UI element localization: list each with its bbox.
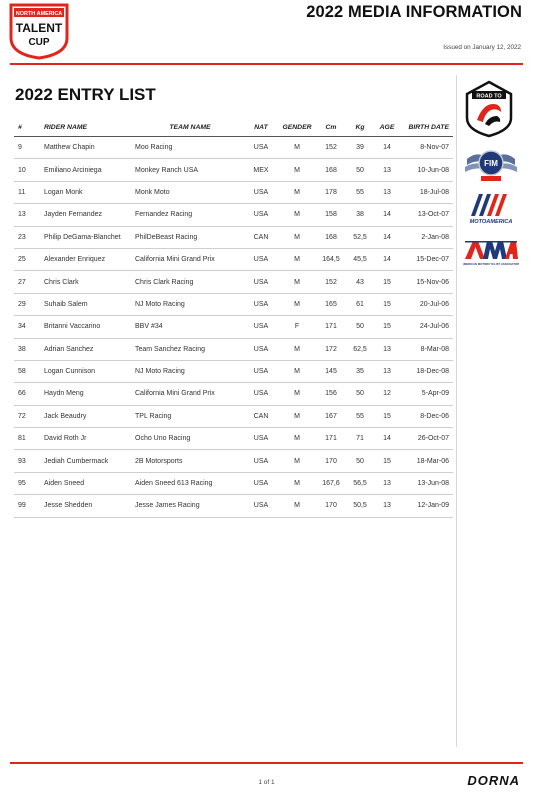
cell-rider-name: Logan Cunnison [44, 360, 135, 382]
table-row [14, 226, 453, 248]
table-row [14, 405, 453, 427]
cell-age: 14 [375, 248, 399, 270]
cell-height-cm: 167 [317, 405, 345, 427]
cell-rider-number: 58 [14, 360, 44, 382]
cell-weight-kg: 56,5 [345, 472, 375, 494]
cell-height-cm: 164,5 [317, 248, 345, 270]
cell-team-name: BBV #34 [135, 316, 245, 338]
entry-list-table [14, 118, 453, 518]
cell-rider-name: Chris Clark [44, 271, 135, 293]
cell-gender: M [277, 137, 317, 159]
col-header-number: # [14, 118, 44, 137]
footer-divider [10, 762, 523, 764]
talent-cup-logo [8, 2, 70, 60]
cell-rider-name: Aiden Sneed [44, 472, 135, 494]
col-header-age: AGE [375, 118, 399, 137]
cell-team-name: Monk Moto [135, 181, 245, 203]
cell-rider-name: Matthew Chapin [44, 137, 135, 159]
cell-team-name: Ocho Uno Racing [135, 428, 245, 450]
table-row [14, 137, 453, 159]
cell-birth-date: 2-Jan-08 [399, 226, 453, 248]
cell-birth-date: 13-Oct-07 [399, 204, 453, 226]
cell-birth-date: 15-Dec-07 [399, 248, 453, 270]
col-header-gender: GENDER [277, 118, 317, 137]
cell-rider-name: Adrian Sanchez [44, 338, 135, 360]
motoamerica-logo [463, 192, 519, 231]
cell-birth-date: 26-Oct-07 [399, 428, 453, 450]
cell-weight-kg: 43 [345, 271, 375, 293]
cell-team-name: California Mini Grand Prix [135, 383, 245, 405]
cell-gender: F [277, 316, 317, 338]
cell-rider-number: 11 [14, 181, 44, 203]
cell-rider-name: Emiliano Arciniega [44, 159, 135, 181]
cell-gender: M [277, 248, 317, 270]
cell-team-name: California Mini Grand Prix [135, 248, 245, 270]
cell-rider-number: 34 [14, 316, 44, 338]
table-row [14, 428, 453, 450]
cell-team-name: Monkey Ranch USA [135, 159, 245, 181]
cell-birth-date: 12-Jan-09 [399, 495, 453, 517]
cell-weight-kg: 35 [345, 360, 375, 382]
cell-gender: M [277, 271, 317, 293]
cell-height-cm: 165 [317, 293, 345, 315]
cell-rider-number: 72 [14, 405, 44, 427]
sidebar-divider [456, 75, 457, 747]
cell-weight-kg: 71 [345, 428, 375, 450]
cell-rider-number: 99 [14, 495, 44, 517]
table-row [14, 181, 453, 203]
table-row [14, 383, 453, 405]
cell-birth-date: 20-Jul-06 [399, 293, 453, 315]
cell-age: 15 [375, 450, 399, 472]
cell-rider-name: Britanni Vaccarino [44, 316, 135, 338]
cell-rider-number: 25 [14, 248, 44, 270]
cell-height-cm: 170 [317, 495, 345, 517]
cell-nationality: USA [245, 495, 277, 517]
cell-age: 15 [375, 271, 399, 293]
cell-height-cm: 168 [317, 159, 345, 181]
svg-text:NORTH AMERICA: NORTH AMERICA [15, 11, 63, 17]
cell-team-name: PhilDeBeast Racing [135, 226, 245, 248]
cell-age: 15 [375, 316, 399, 338]
cell-height-cm: 152 [317, 271, 345, 293]
table-row [14, 450, 453, 472]
cell-height-cm: 156 [317, 383, 345, 405]
cell-gender: M [277, 428, 317, 450]
svg-text:CUP: CUP [28, 37, 50, 48]
cell-height-cm: 145 [317, 360, 345, 382]
cell-weight-kg: 61 [345, 293, 375, 315]
cell-weight-kg: 39 [345, 137, 375, 159]
cell-nationality: USA [245, 137, 277, 159]
cell-birth-date: 18-Mar-06 [399, 450, 453, 472]
table-row [14, 204, 453, 226]
cell-nationality: USA [245, 204, 277, 226]
cell-rider-number: 66 [14, 383, 44, 405]
col-header-nat: NAT [245, 118, 277, 137]
cell-team-name: Chris Clark Racing [135, 271, 245, 293]
cell-birth-date: 8-Mar-08 [399, 338, 453, 360]
cell-rider-name: Jesse Shedden [44, 495, 135, 517]
table-row [14, 271, 453, 293]
cell-age: 13 [375, 159, 399, 181]
cell-nationality: USA [245, 383, 277, 405]
cell-birth-date: 13-Jun-08 [399, 472, 453, 494]
entry-list-title: 2022 ENTRY LIST [15, 85, 156, 104]
cell-gender: M [277, 293, 317, 315]
cell-nationality: USA [245, 360, 277, 382]
cell-gender: M [277, 360, 317, 382]
table-row [14, 248, 453, 270]
dorna-logo: DORNA [467, 773, 520, 788]
cell-team-name: NJ Moto Racing [135, 360, 245, 382]
cell-rider-name: Logan Monk [44, 181, 135, 203]
cell-age: 13 [375, 472, 399, 494]
cell-gender: M [277, 181, 317, 203]
ama-logo [463, 237, 519, 272]
cell-nationality: USA [245, 293, 277, 315]
cell-age: 14 [375, 428, 399, 450]
table-row [14, 293, 453, 315]
cell-height-cm: 168 [317, 226, 345, 248]
cell-height-cm: 152 [317, 137, 345, 159]
cell-weight-kg: 38 [345, 204, 375, 226]
cell-height-cm: 172 [317, 338, 345, 360]
table-header-row [14, 118, 453, 137]
cell-nationality: USA [245, 428, 277, 450]
cell-nationality: MEX [245, 159, 277, 181]
table-row [14, 338, 453, 360]
cell-height-cm: 171 [317, 428, 345, 450]
cell-birth-date: 8-Nov-07 [399, 137, 453, 159]
cell-height-cm: 158 [317, 204, 345, 226]
cell-team-name: TPL Racing [135, 405, 245, 427]
cell-team-name: Jesse James Racing [135, 495, 245, 517]
table-row [14, 360, 453, 382]
page-number: 1 of 1 [258, 779, 275, 786]
cell-gender: M [277, 495, 317, 517]
cell-rider-name: Philip DeGama-Blanchet [44, 226, 135, 248]
road-to-motogp-logo [463, 80, 515, 143]
cell-age: 13 [375, 338, 399, 360]
cell-weight-kg: 50 [345, 383, 375, 405]
cell-gender: M [277, 338, 317, 360]
cell-birth-date: 15-Nov-06 [399, 271, 453, 293]
svg-text:FIM: FIM [484, 159, 498, 168]
table-row [14, 316, 453, 338]
cell-gender: M [277, 472, 317, 494]
cell-gender: M [277, 204, 317, 226]
cell-age: 14 [375, 204, 399, 226]
svg-text:ROAD TO: ROAD TO [476, 93, 502, 100]
col-header-team-name: TEAM NAME [135, 118, 245, 137]
cell-rider-name: Jediah Cumbermack [44, 450, 135, 472]
cell-team-name: 2B Motorsports [135, 450, 245, 472]
cell-rider-number: 93 [14, 450, 44, 472]
cell-nationality: USA [245, 271, 277, 293]
cell-weight-kg: 50,5 [345, 495, 375, 517]
cell-team-name: Fernandez Racing [135, 204, 245, 226]
svg-text:AMERICAN MOTORCYCLIST ASSOCIAT: AMERICAN MOTORCYCLIST ASSOCIATION [463, 262, 519, 266]
cell-nationality: USA [245, 248, 277, 270]
cell-age: 13 [375, 181, 399, 203]
cell-rider-number: 81 [14, 428, 44, 450]
svg-text:TALENT: TALENT [15, 21, 63, 35]
cell-gender: M [277, 226, 317, 248]
cell-birth-date: 5-Apr-09 [399, 383, 453, 405]
cell-rider-name: Jack Beaudry [44, 405, 135, 427]
cell-age: 15 [375, 405, 399, 427]
cell-team-name: Team Sanchez Racing [135, 338, 245, 360]
cell-birth-date: 18-Dec-08 [399, 360, 453, 382]
cell-weight-kg: 50 [345, 159, 375, 181]
cell-height-cm: 178 [317, 181, 345, 203]
col-header-kg: Kg [345, 118, 375, 137]
cell-gender: M [277, 405, 317, 427]
cell-weight-kg: 62,5 [345, 338, 375, 360]
cell-nationality: USA [245, 338, 277, 360]
entry-list-table-container [14, 118, 448, 518]
cell-nationality: CAN [245, 405, 277, 427]
cell-age: 15 [375, 293, 399, 315]
cell-age: 12 [375, 383, 399, 405]
cell-rider-number: 29 [14, 293, 44, 315]
cell-gender: M [277, 159, 317, 181]
table-row [14, 495, 453, 517]
document-title: 2022 MEDIA INFORMATION [306, 3, 522, 21]
cell-rider-name: Alexander Enriquez [44, 248, 135, 270]
cell-weight-kg: 45,5 [345, 248, 375, 270]
cell-rider-name: Suhaib Salem [44, 293, 135, 315]
table-row [14, 159, 453, 181]
cell-rider-number: 9 [14, 137, 44, 159]
cell-birth-date: 8-Dec-06 [399, 405, 453, 427]
cell-birth-date: 10-Jun-08 [399, 159, 453, 181]
cell-rider-name: Jayden Fernandez [44, 204, 135, 226]
cell-gender: M [277, 383, 317, 405]
cell-nationality: USA [245, 316, 277, 338]
cell-nationality: CAN [245, 226, 277, 248]
cell-team-name: Aiden Sneed 613 Racing [135, 472, 245, 494]
cell-rider-number: 38 [14, 338, 44, 360]
fim-logo [463, 145, 519, 190]
cell-age: 13 [375, 360, 399, 382]
cell-rider-number: 10 [14, 159, 44, 181]
cell-age: 13 [375, 495, 399, 517]
cell-birth-date: 18-Jul-08 [399, 181, 453, 203]
cell-height-cm: 171 [317, 316, 345, 338]
cell-weight-kg: 55 [345, 405, 375, 427]
table-row [14, 472, 453, 494]
cell-rider-name: Haydn Meng [44, 383, 135, 405]
col-header-birth-date: BIRTH DATE [399, 118, 453, 137]
issued-date: Issued on January 12, 2022 [443, 44, 521, 51]
cell-rider-number: 95 [14, 472, 44, 494]
cell-weight-kg: 50 [345, 316, 375, 338]
header-divider [10, 63, 523, 65]
cell-rider-number: 23 [14, 226, 44, 248]
cell-gender: M [277, 450, 317, 472]
cell-age: 14 [375, 137, 399, 159]
cell-rider-name: David Roth Jr [44, 428, 135, 450]
cell-weight-kg: 52,5 [345, 226, 375, 248]
cell-height-cm: 170 [317, 450, 345, 472]
col-header-rider-name: RIDER NAME [44, 118, 135, 137]
cell-nationality: USA [245, 450, 277, 472]
table-body [14, 137, 453, 518]
cell-height-cm: 167,6 [317, 472, 345, 494]
cell-weight-kg: 50 [345, 450, 375, 472]
cell-rider-number: 27 [14, 271, 44, 293]
cell-age: 14 [375, 226, 399, 248]
cell-team-name: Moo Racing [135, 137, 245, 159]
cell-nationality: USA [245, 181, 277, 203]
cell-rider-number: 13 [14, 204, 44, 226]
cell-birth-date: 24-Jul-06 [399, 316, 453, 338]
cell-nationality: USA [245, 472, 277, 494]
col-header-cm: Cm [317, 118, 345, 137]
svg-text:MOTOAMERICA: MOTOAMERICA [469, 219, 513, 225]
cell-weight-kg: 55 [345, 181, 375, 203]
cell-team-name: NJ Moto Racing [135, 293, 245, 315]
